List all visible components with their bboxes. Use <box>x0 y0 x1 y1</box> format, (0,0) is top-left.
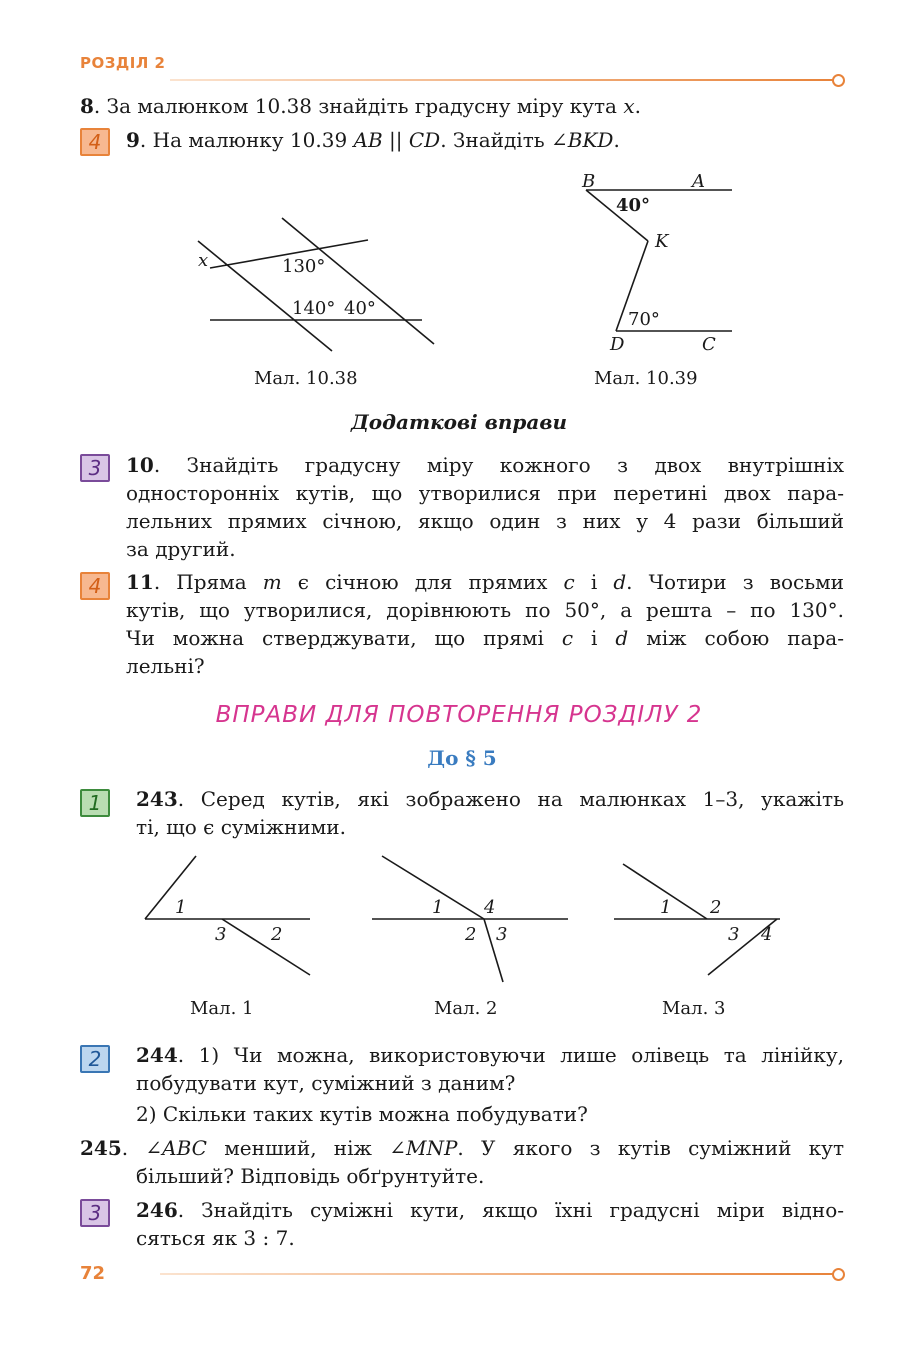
exercise-10-line-2: односторонніх кутів, що утворилися при перетині двох пара- <box>126 481 844 505</box>
footer-rule-dot <box>832 1268 845 1281</box>
mal3-label-1: 1 <box>660 897 672 918</box>
mal1-label-2: 2 <box>271 924 283 945</box>
level-badge-3: 3 <box>80 1199 110 1227</box>
page-number: 72 <box>80 1263 106 1284</box>
header-rule-dot <box>832 74 845 87</box>
exercise-243-line-2: ті, що є суміжними. <box>136 815 346 839</box>
exercise-244-line-3: 2) Скільки таких кутів можна побудувати? <box>136 1102 588 1126</box>
exercise-245-line-1: 245. ∠ABC менший, ніж ∠MNP. У якого з кутів суміжний кут <box>80 1136 845 1160</box>
chapter-title: РОЗДІЛ 2 <box>80 54 166 72</box>
level-badge-4: 4 <box>80 572 110 600</box>
exercise-number: 11 <box>126 570 154 594</box>
exercise-9: 9. На малюнку 10.39 AB || CD. Знайдіть ∠BKD. <box>126 128 620 152</box>
mal3-label-2: 2 <box>710 897 722 918</box>
mal2-label-4: 4 <box>484 897 496 918</box>
fig1038-transversal-2 <box>282 218 434 344</box>
fig1038-label-130: 130° <box>282 256 326 277</box>
fig1039-label-d: D <box>610 334 625 355</box>
footer-rule <box>160 1273 834 1275</box>
mal3-label-4: 4 <box>761 924 773 945</box>
fig1038-label-40: 40° <box>344 298 376 319</box>
exercise-11-line-3: Чи можна стверджувати, що прямі c і d між собою пара- <box>126 626 844 650</box>
fig1039-label-b: B <box>582 171 596 192</box>
fig1038-label-140: 140° <box>292 298 336 319</box>
exercise-10-line-4: за другий. <box>126 537 236 561</box>
mal3-label-3: 3 <box>728 924 740 945</box>
exercise-244-line-1: 244. 1) Чи можна, використовуючи лише олівець та лінійку, <box>136 1043 844 1067</box>
fig1039-label-40: 40° <box>616 195 651 216</box>
exercise-243-line-1: 243. Серед кутів, які зображено на малюнках 1–3, укажіть <box>136 787 844 811</box>
mal2-label-2: 2 <box>465 924 477 945</box>
exercise-number: 8 <box>80 94 94 118</box>
exercise-245-line-2: більший? Відповідь обґрунтуйте. <box>136 1164 485 1188</box>
exercise-11-line-4: лельні? <box>126 654 205 678</box>
mal3-caption: Мал. 3 <box>662 998 726 1019</box>
fig1039-label-k: K <box>655 231 669 252</box>
mal2-caption: Мал. 2 <box>434 998 498 1019</box>
fig1039-label-a: A <box>692 171 705 192</box>
fig1039-label-70: 70° <box>628 309 660 330</box>
level-badge-2: 2 <box>80 1045 110 1073</box>
exercise-10-line-3: лельних прямих січною, якщо один з них у 4 рази більший <box>126 509 844 533</box>
exercise-246-line-1: 246. Знайдіть суміжні кути, якщо їхні градусні міри відно- <box>136 1198 844 1222</box>
figures-mal-1-3 <box>0 848 918 1028</box>
fig1038-label-x: x <box>198 250 209 271</box>
exercise-11-line-2: кутів, що утворилися, дорівнюють по 50°, а решта – по 130°. <box>126 598 844 622</box>
exercise-244-line-2: побудувати кут, суміжний з даним? <box>136 1071 516 1095</box>
level-badge-4: 4 <box>80 128 110 156</box>
exercise-number: 244 <box>136 1043 178 1067</box>
section-title: ВПРАВИ ДЛЯ ПОВТОРЕННЯ РОЗДІЛУ 2 <box>215 702 703 728</box>
extra-exercises-title: Додаткові вправи <box>350 410 567 434</box>
fig1039-label-c: C <box>702 334 716 355</box>
exercise-number: 10 <box>126 453 154 477</box>
exercise-number: 9 <box>126 128 140 152</box>
fig1038-caption: Мал. 10.38 <box>254 368 358 389</box>
level-badge-3: 3 <box>80 454 110 482</box>
mal1-caption: Мал. 1 <box>190 998 254 1019</box>
paragraph-title: До § 5 <box>427 746 497 770</box>
mal1-label-1: 1 <box>175 897 187 918</box>
exercise-number: 245 <box>80 1136 122 1160</box>
figure-10-38-10-39 <box>0 160 918 400</box>
level-badge-1: 1 <box>80 789 110 817</box>
exercise-number: 246 <box>136 1198 178 1222</box>
exercise-10-line-1: 10. Знайдіть градусну міру кожного з двох внутрішніх <box>126 453 844 477</box>
exercise-11-line-1: 11. Пряма m є січною для прямих c і d. Чотири з восьми <box>126 570 844 594</box>
exercise-number: 243 <box>136 787 178 811</box>
header-rule <box>170 79 834 81</box>
mal2-label-1: 1 <box>432 897 444 918</box>
exercise-246-line-2: сяться як 3 : 7. <box>136 1226 295 1250</box>
mal2-label-3: 3 <box>496 924 508 945</box>
mal1-label-3: 3 <box>215 924 227 945</box>
fig1039-caption: Мал. 10.39 <box>594 368 698 389</box>
exercise-8: 8. За малюнком 10.38 знайдіть градусну міру кута x. <box>80 94 641 118</box>
